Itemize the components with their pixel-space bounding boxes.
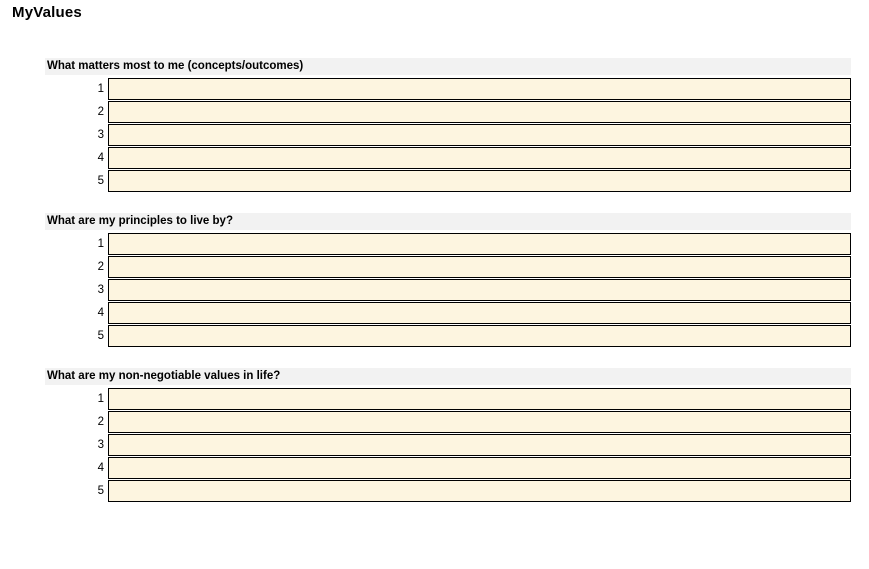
section-rows [45,78,851,192]
list-item [45,124,851,146]
row-number: 4 [97,307,104,319]
list-item [45,170,851,192]
value-input[interactable] [109,148,850,168]
row-number: 1 [97,238,104,250]
value-input[interactable] [109,171,850,191]
value-field-1[interactable] [108,78,851,100]
section-heading: What are my principles to live by? [45,213,851,230]
list-item [45,147,851,169]
section-heading: What matters most to me (concepts/outcomes) [45,58,851,75]
section-principles [45,213,851,347]
list-item [45,411,851,433]
non-negotiable-field-5[interactable] [108,480,851,502]
list-item [45,480,851,502]
section-heading: What are my non-negotiable values in life? [45,368,851,385]
section-what-matters-most [45,58,851,192]
list-item [45,325,851,347]
value-field-5[interactable] [108,170,851,192]
non-negotiable-field-3[interactable] [108,434,851,456]
non-negotiable-input[interactable] [109,389,850,409]
row-number: 2 [97,416,104,428]
value-field-4[interactable] [108,147,851,169]
list-item [45,256,851,278]
row-number: 3 [97,439,104,451]
page-title: MyValues [12,4,82,21]
list-item [45,101,851,123]
non-negotiable-field-1[interactable] [108,388,851,410]
row-number: 5 [97,330,104,342]
non-negotiable-field-2[interactable] [108,411,851,433]
principle-input[interactable] [109,234,850,254]
principle-field-4[interactable] [108,302,851,324]
list-item [45,434,851,456]
row-number: 1 [97,83,104,95]
non-negotiable-field-4[interactable] [108,457,851,479]
section-rows [45,388,851,502]
non-negotiable-input[interactable] [109,458,850,478]
value-input[interactable] [109,79,850,99]
principle-field-3[interactable] [108,279,851,301]
principle-input[interactable] [109,280,850,300]
row-number: 5 [97,485,104,497]
principle-input[interactable] [109,257,850,277]
section-non-negotiable-values [45,368,851,502]
list-item [45,78,851,100]
row-number: 1 [97,393,104,405]
list-item [45,388,851,410]
value-field-3[interactable] [108,124,851,146]
row-number: 2 [97,261,104,273]
list-item [45,457,851,479]
list-item [45,279,851,301]
value-input[interactable] [109,102,850,122]
sections-container [45,58,851,523]
non-negotiable-input[interactable] [109,435,850,455]
principle-field-2[interactable] [108,256,851,278]
principle-input[interactable] [109,303,850,323]
row-number: 4 [97,152,104,164]
row-number: 4 [97,462,104,474]
row-number: 2 [97,106,104,118]
row-number: 3 [97,129,104,141]
row-number: 3 [97,284,104,296]
non-negotiable-input[interactable] [109,412,850,432]
value-input[interactable] [109,125,850,145]
list-item [45,233,851,255]
section-rows [45,233,851,347]
row-number: 5 [97,175,104,187]
principle-field-5[interactable] [108,325,851,347]
value-field-2[interactable] [108,101,851,123]
principle-field-1[interactable] [108,233,851,255]
principle-input[interactable] [109,326,850,346]
non-negotiable-input[interactable] [109,481,850,501]
list-item [45,302,851,324]
